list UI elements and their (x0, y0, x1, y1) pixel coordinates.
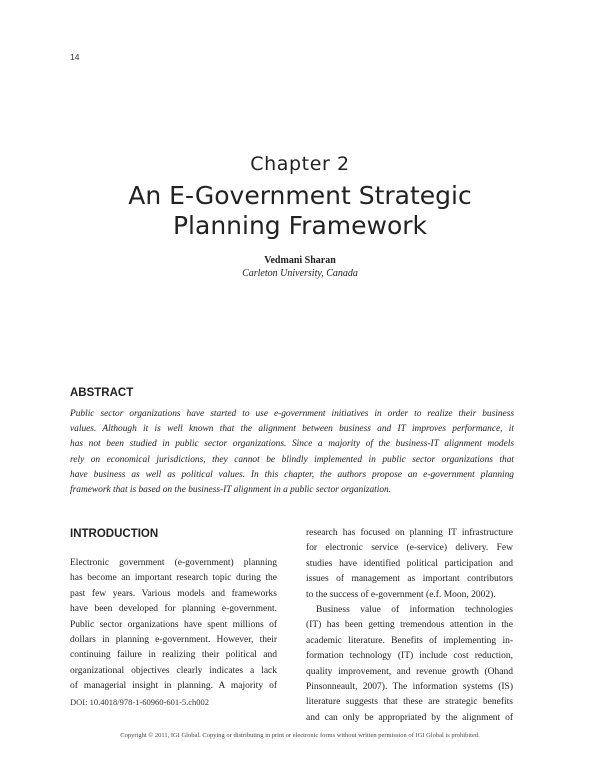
body-line: for electronic service (e-service) delivery. Few (306, 543, 513, 554)
author-name: Vedmani Sharan (264, 255, 336, 266)
abstract-line: framework that is based on the business-IT alignment in a public sector organization. (70, 485, 392, 496)
body-line: (IT) has been getting tremendous attention in the (306, 620, 513, 631)
author-affiliation: Carleton University, Canada (242, 268, 358, 279)
body-line: of managerial insight in planning. A majority of (70, 681, 277, 692)
body-line: quality improvement, and revenue growth (Ohand (306, 666, 513, 677)
body-line: has become an important research topic during the (70, 573, 277, 584)
body-line: to the success of e-government (e.f. Moon, 2002). (306, 589, 496, 600)
chapter-title (0, 181, 600, 241)
abstract-heading: ABSTRACT (70, 387, 134, 399)
body-line: continuing failure in realizing their political and (70, 650, 277, 661)
body-line: issues of management as important contributors (306, 574, 513, 585)
body-line: have been developed for planning e-government. (70, 604, 277, 615)
chapter-label: Chapter 2 (250, 153, 350, 175)
doi: DOI: 10.4018/978-1-60960-601-5.ch002 (70, 697, 210, 707)
body-line: and can only be appropriated by the alignment of (306, 712, 513, 723)
body-line: Pinsonneault, 2007). The information systems (IS) (306, 682, 513, 693)
body-column-left (70, 556, 277, 695)
body-line: studies have identified political participation and (306, 558, 513, 569)
abstract-line: have business as well as political values. In this chapter, the authors propose an e-government planning (70, 469, 514, 480)
footer-copyright: Copyright © 2011, IGI Global. Copying or distributing in print or electronic forms without written permission of IGI Global is prohibited. (120, 732, 480, 739)
abstract-line: rely on economical jurisdictions, they cannot be blindly implemented in public sector organizations that (70, 454, 514, 465)
abstract-line: has not been studied in public sector organizations. Since a majority of the business-IT alignment models (70, 439, 514, 450)
chapter-title-line: An E-Government Strategic (128, 181, 472, 210)
body-column-right (306, 526, 513, 726)
body-line: past few years. Various models and frameworks (70, 588, 277, 599)
body-line: dollars in planning e-government. However, their (70, 635, 277, 646)
body-line: literature suggests that these are strategic benefits (306, 697, 513, 708)
page-number: 14 (70, 52, 80, 62)
body-line: Public sector organizations have spent millions of (70, 619, 277, 630)
body-line: research has focused on planning IT infrastructure (306, 528, 513, 538)
body-line: academic literature. Benefits of implementing in- (306, 635, 513, 646)
body-line: formation technology (IT) include cost reduction, (306, 651, 513, 662)
body-line: organizational objectives clearly indicates a lack (70, 665, 277, 676)
abstract-line: Public sector organizations have started to use e-government initiatives in order to realize their business (70, 409, 514, 419)
body-line: Business value of information technologies (316, 605, 513, 616)
abstract-body (70, 407, 514, 498)
body-line: Electronic government (e-government) planning (70, 558, 277, 568)
chapter-title-line: Planning Framework (172, 211, 428, 240)
introduction-heading: INTRODUCTION (70, 528, 159, 540)
abstract-line: values. Although it is well known that the alignment between business and IT improves performance, it (70, 424, 514, 435)
